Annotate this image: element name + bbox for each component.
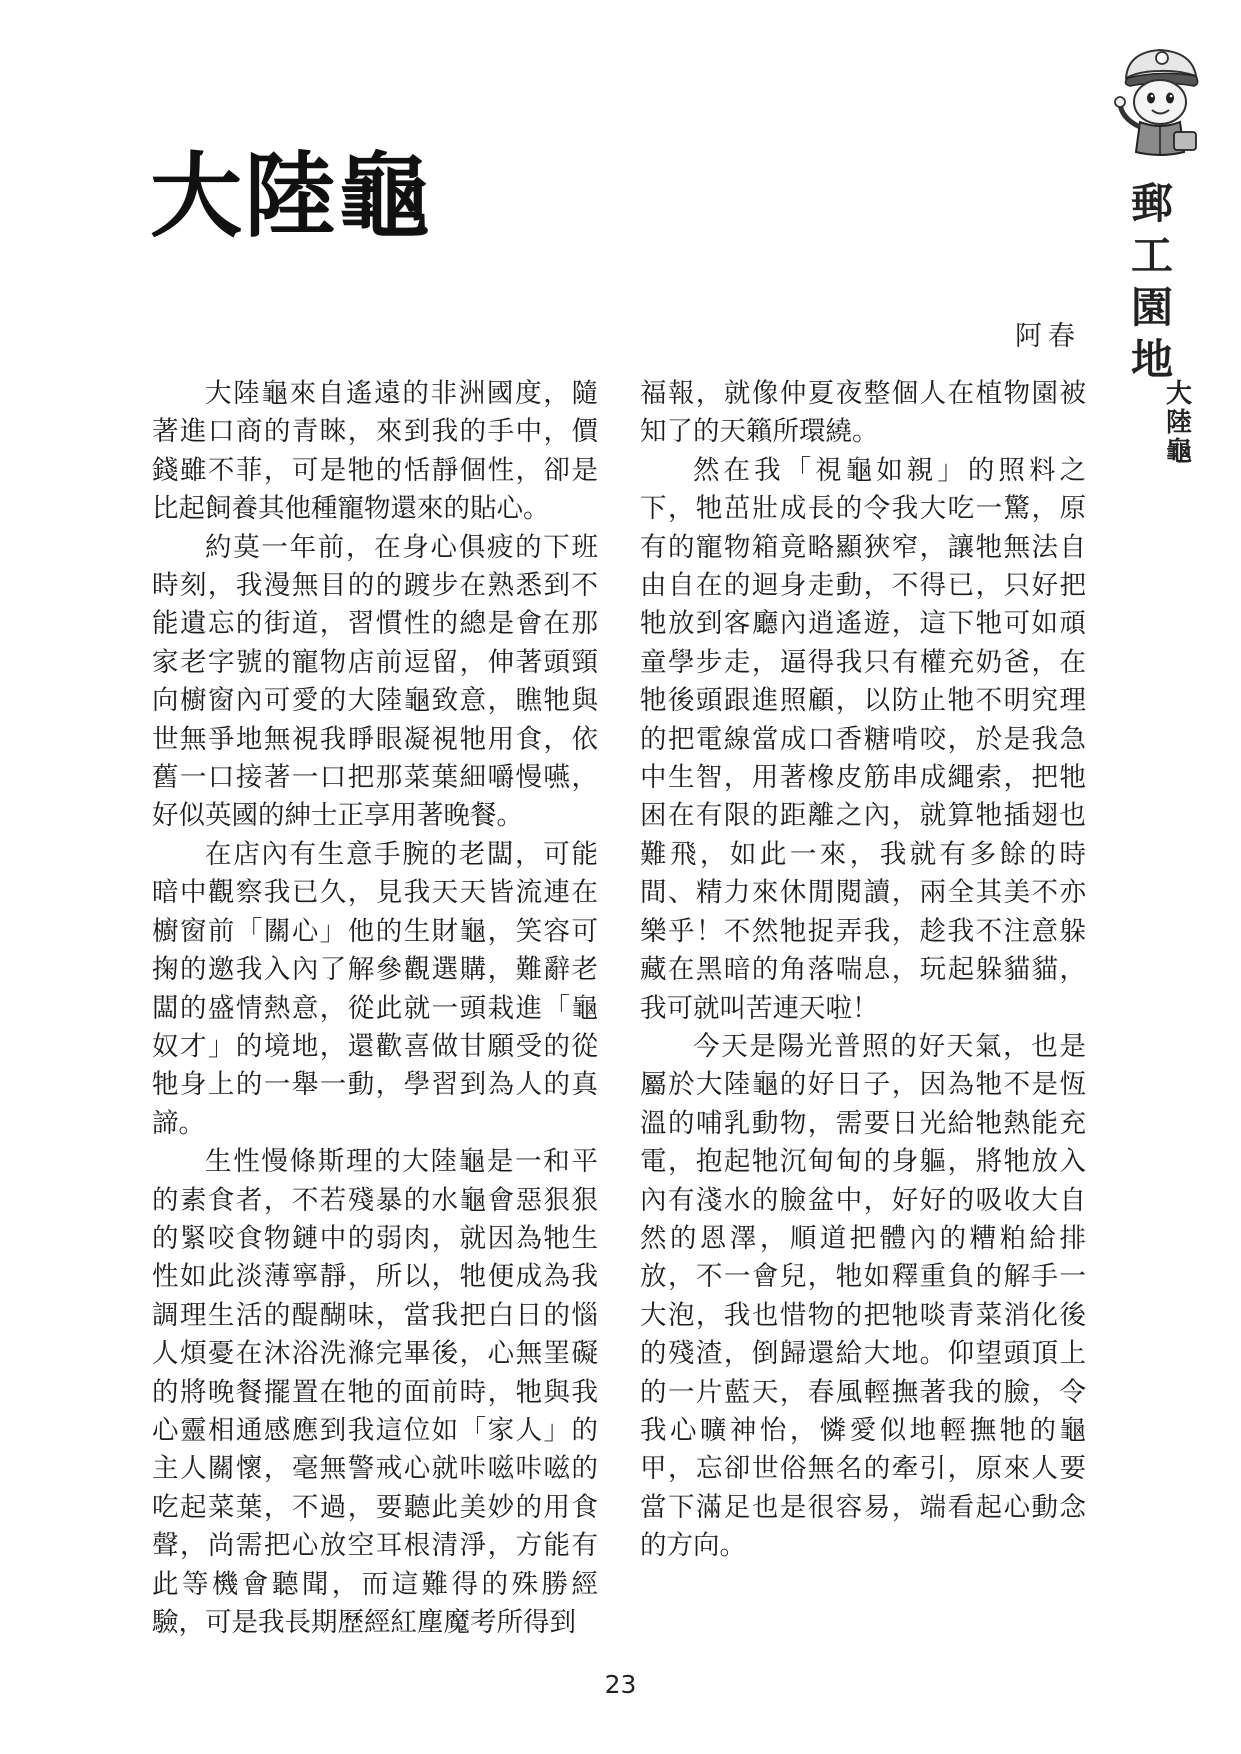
section-subtitle-char: 陸 bbox=[1165, 408, 1192, 438]
paragraph: 然在我「視龜如親」的照料之下，牠茁壯成長的令我大吃一驚，原有的寵物箱竟略顯狹窄，讓牠無法自由自在的迴身走動，不得已，只好把牠放到客廳內逍遙遊，這下牠可如頑童學步走，逼得我只有權充奶爸，在牠後頭跟進照顧，以防止牠不明究理的把電線當成口香糖啃咬，於是我急中生智，用著橡皮筋串成繩索，把牠困在有限的距離之內，就算牠插翅也難飛，如此一來，我就有多餘的時間、精力來休閒閱讀，兩全其美不亦樂乎！不然牠捉弄我，趁我不注意躲藏在黑暗的角落喘息，玩起躲貓貓，我可就叫苦連天啦！ bbox=[640, 454, 1086, 1024]
right-column bbox=[640, 375, 1086, 1566]
article-title: 大陸龜 bbox=[150, 142, 433, 250]
section-label-char: 工 bbox=[1130, 231, 1173, 280]
section-label-char: 郵 bbox=[1130, 179, 1173, 228]
left-column bbox=[152, 375, 598, 1642]
section-subtitle-char: 龜 bbox=[1165, 437, 1192, 467]
section-label-char: 地 bbox=[1130, 335, 1173, 384]
paragraph-continued: 福報，就像仲夏夜整個人在植物園被知了的天籟所環繞。 bbox=[640, 378, 1086, 448]
section-label bbox=[1124, 178, 1180, 386]
section-subtitle-char: 大 bbox=[1165, 379, 1192, 409]
paragraph: 今天是陽光普照的好天氣，也是屬於大陸龜的好日子，因為牠不是恆溫的哺乳動物，需要日光給牠熱能充電，抱起牠沉甸甸的身軀，將牠放入內有淺水的臉盆中，好好的吸收大自然的恩澤，順道把體內的糟粕給排放，不一會兒，牠如釋重負的解手一大泡，我也惜物的把牠啖青菜消化後的殘渣，倒歸還給大地。仰望頭頂上的一片藍天，春風輕撫著我的臉，令我心曠神怡，憐愛似地輕撫牠的龜甲，忘卻世俗無名的牽引，原來人要當下滿足也是很容易，端看起心動念的方向。 bbox=[640, 1030, 1086, 1562]
section-subtitle bbox=[1162, 380, 1196, 467]
paragraph: 生性慢條斯理的大陸龜是一和平的素食者，不若殘暴的水龜會惡狠狠的緊咬食物鏈中的弱肉，就因為牠生性如此淡薄寧靜，所以，牠便成為我調理生活的醍醐味，當我把白日的惱人煩憂在沐浴洗滌完畢後，心無罣礙的將晚餐擺置在牠的面前時，牠與我心靈相通感應到我這位如「家人」的主人關懷，毫無警戒心就咔嗞咔嗞的吃起菜葉，不過，要聽此美妙的用食聲，尚需把心放空耳根清淨，方能有此等機會聽聞，而這難得的殊勝經驗，可是我長期歷經紅塵魔考所得到 bbox=[152, 1146, 598, 1638]
article-author: 阿春 bbox=[1015, 321, 1081, 352]
postman-mascot-icon bbox=[1108, 44, 1208, 159]
paragraph: 約莫一年前，在身心俱疲的下班時刻，我漫無目的的踱步在熟悉到不能遺忘的街道，習慣性的總是會在那家老字號的寵物店前逗留，伸著頭頸向櫥窗內可愛的大陸龜致意，瞧牠與世無爭地無視我睜眼凝視牠用食，依舊一口接著一口把那菜葉細嚼慢嚥，好似英國的紳士正享用著晚餐。 bbox=[152, 531, 598, 832]
paragraph: 在店內有生意手腕的老闆，可能暗中觀察我已久，見我天天皆流連在櫥窗前「關心」他的生財龜，笑容可掬的邀我入內了解參觀選購，難辭老闆的盛情熱意，從此就一頭栽進「龜奴才」的境地，還歡喜做甘願受的從牠身上的一舉一動，學習到為人的真諦。 bbox=[152, 838, 598, 1139]
page-number: 23 bbox=[604, 1670, 637, 1699]
paragraph: 大陸龜來自遙遠的非洲國度，隨著進口商的青睞，來到我的手中，價錢雖不菲，可是牠的恬靜個性，卻是比起飼養其他種寵物還來的貼心。 bbox=[152, 378, 598, 525]
section-label-char: 園 bbox=[1130, 283, 1173, 332]
